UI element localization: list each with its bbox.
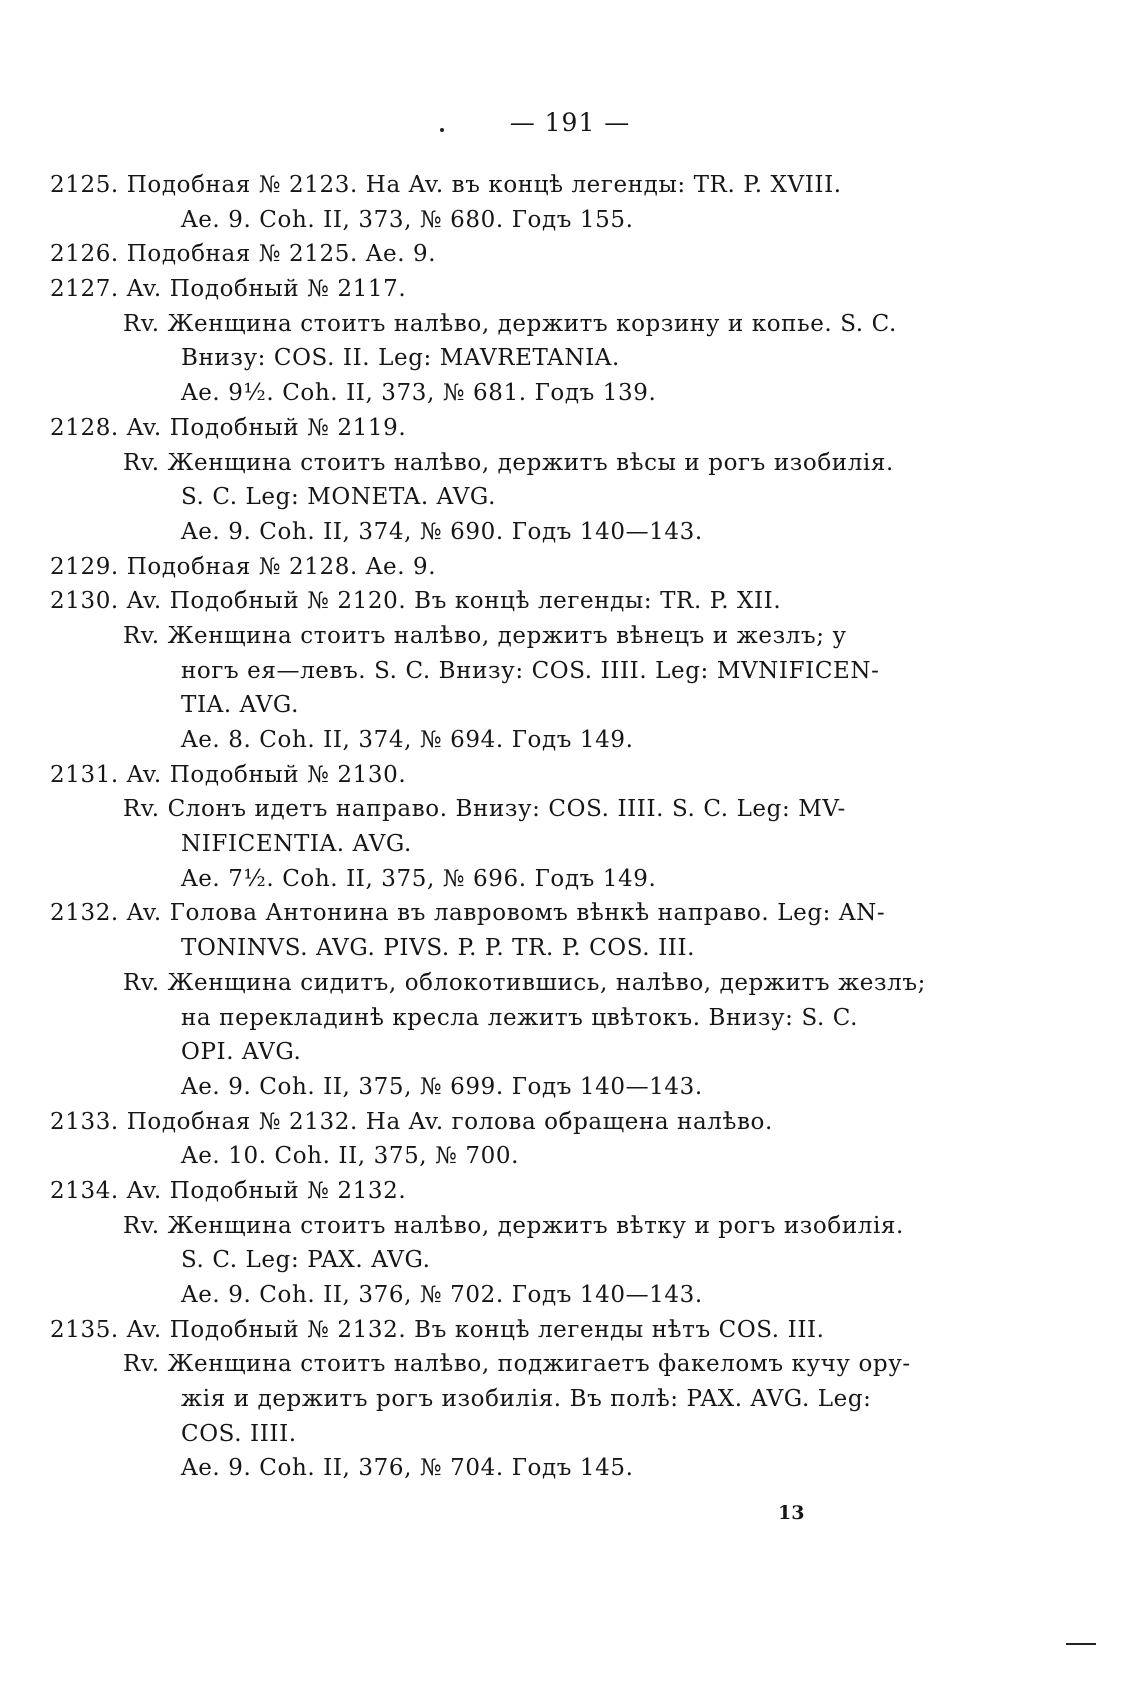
text-line: 2131. Av. Подобный № 2130.	[50, 761, 407, 788]
text-line: S. C. Leg: MONETA. AVG.	[181, 484, 497, 511]
text-line: ногъ ея—левъ. S. C. Внизу: COS. IIII. Leg: MVNIFICEN-	[181, 657, 880, 684]
text-line: Ae. 8. Coh. II, 374, № 694. Годъ 149.	[181, 727, 634, 753]
text-line: Rv. Слонъ идетъ направо. Внизу: COS. IIII. S. C. Leg: MV-	[123, 796, 846, 823]
print-speck	[440, 128, 444, 132]
text-line: Ae. 9½. Coh. II, 373, № 681. Годъ 139.	[181, 380, 657, 407]
text-line: Rv. Женщина стоитъ налѣво, держитъ корзину и копье. S. C.	[123, 310, 897, 337]
text-line: 2126. Подобная № 2125. Ae. 9.	[50, 241, 437, 268]
text-line: 2128. Av. Подобный № 2119.	[50, 414, 407, 441]
text-line: COS. IIII.	[181, 1420, 297, 1447]
text-line: 2127. Av. Подобный № 2117.	[50, 276, 407, 303]
text-line: Ae. 7½. Coh. II, 375, № 696. Годъ 149.	[181, 865, 657, 892]
sheet-signature: 13	[778, 1502, 805, 1524]
text-line: NIFICENTIA. AVG.	[181, 831, 412, 858]
text-line: 2125. Подобная № 2123. На Av. въ концѣ легенды: TR. P. XVIII.	[50, 172, 842, 198]
text-line: Ae. 9. Coh. II, 373, № 680. Годъ 155.	[181, 206, 634, 233]
text-line: Внизу: COS. II. Leg: MAVRETANIA.	[181, 345, 620, 372]
text-line: Ae. 9. Coh. II, 375, № 699. Годъ 140—143.	[181, 1073, 703, 1100]
text-line: TONINVS. AVG. PIVS. P. P. TR. P. COS. III.	[181, 935, 696, 962]
text-line: Rv. Женщина стоитъ налѣво, поджигаетъ факеломъ кучу ору-	[123, 1351, 911, 1378]
text-line: 2129. Подобная № 2128. Ae. 9.	[50, 553, 437, 580]
text-line: TIA. AVG.	[181, 692, 299, 719]
text-line: 2130. Av. Подобный № 2120. Въ концѣ легенды: TR. P. XII.	[50, 588, 782, 615]
text-line: 2134. Av. Подобный № 2132.	[50, 1177, 407, 1204]
catalog-entries	[50, 168, 926, 1486]
text-line: OPI. AVG.	[181, 1039, 302, 1066]
text-line: Rv. Женщина стоитъ налѣво, держитъ вѣсы и рогъ изобилія.	[123, 449, 894, 476]
text-line: 2132. Av. Голова Антонина въ лавровомъ вѣнкѣ направо. Leg: AN-	[50, 900, 886, 927]
text-line: Ae. 9. Coh. II, 376, № 702. Годъ 140—143.	[181, 1282, 703, 1308]
text-line: Ae. 9. Coh. II, 374, № 690. Годъ 140—143.	[181, 518, 703, 545]
text-line: Ae. 9. Coh. II, 376, № 704. Годъ 145.	[181, 1455, 634, 1482]
margin-mark	[1066, 1643, 1096, 1645]
text-line: 2133. Подобная № 2132. На Av. голова обращена налѣво.	[50, 1108, 773, 1135]
text-line: Rv. Женщина стоитъ налѣво, держитъ вѣтку и рогъ изобилія.	[123, 1212, 904, 1239]
page-header: — 191 —	[509, 108, 631, 137]
text-line: жія и держитъ рогъ изобилія. Въ полѣ: PAX. AVG. Leg:	[181, 1386, 872, 1413]
text-line: Rv. Женщина стоитъ налѣво, держитъ вѣнецъ и жезлъ; у	[123, 622, 847, 649]
text-line: Rv. Женщина сидитъ, облокотившись, налѣво, держитъ жезлъ;	[123, 969, 926, 996]
text-line: на перекладинѣ кресла лежитъ цвѣтокъ. Внизу: S. C.	[181, 1004, 859, 1031]
text-line: Ae. 10. Coh. II, 375, № 700.	[181, 1143, 520, 1170]
text-line: 2135. Av. Подобный № 2132. Въ концѣ легенды нѣтъ COS. III.	[50, 1316, 825, 1343]
text-line: S. C. Leg: PAX. AVG.	[181, 1247, 431, 1274]
